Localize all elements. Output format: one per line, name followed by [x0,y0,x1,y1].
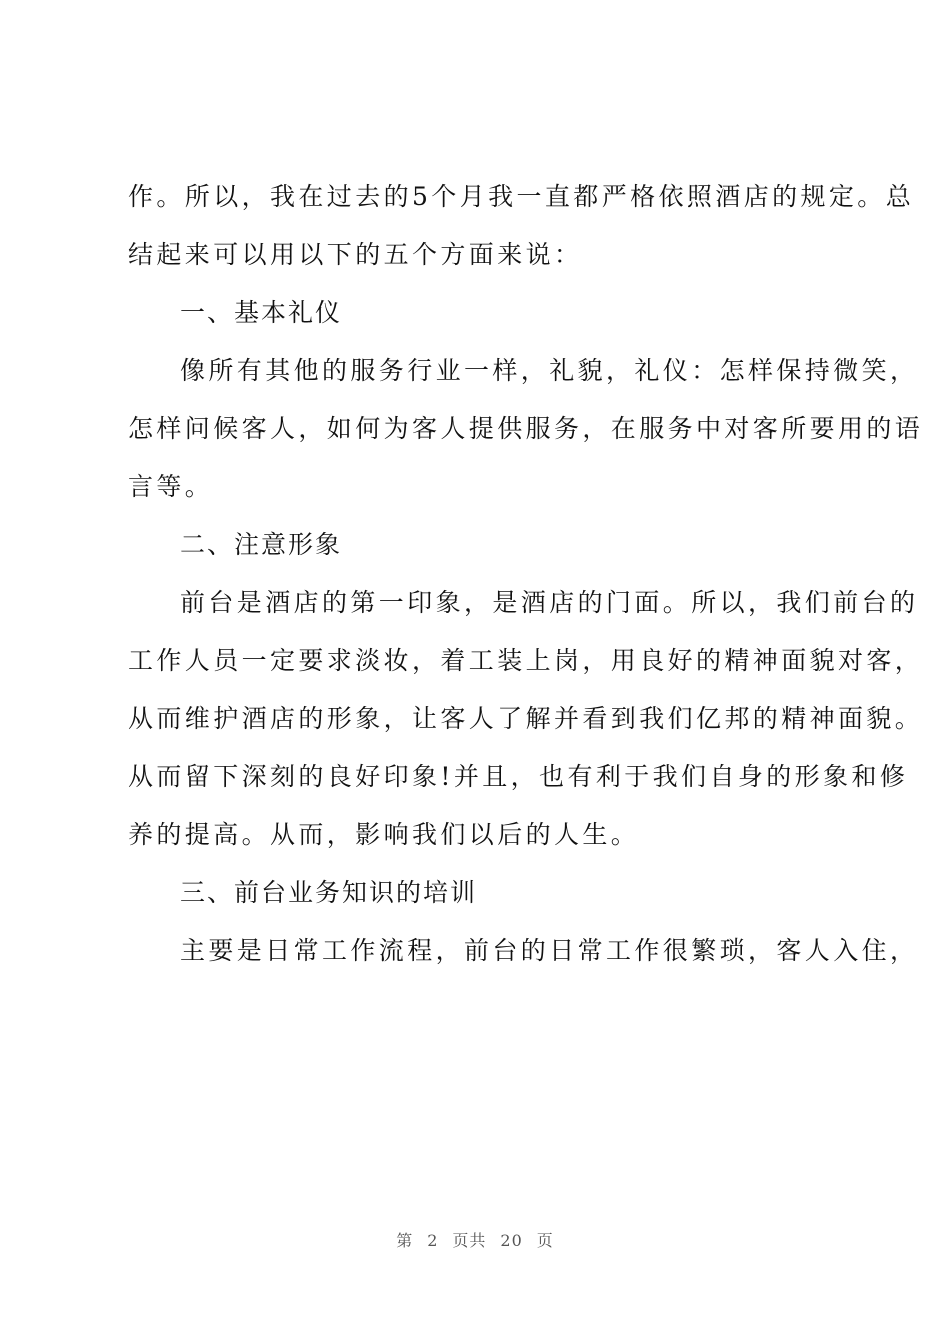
footer-suffix: 页 [536,1231,554,1250]
page-footer [0,1228,950,1251]
paragraph-line-5: 怎样问候客人，如何为客人提供服务，在服务中对客所要用的语 [128,414,924,443]
section-heading-training: 三、前台业务知识的培训 [180,878,478,907]
paragraph-line-14: 主要是日常工作流程，前台的日常工作很繁琐，客人入住， [180,936,919,965]
paragraph-line-12: 养的提高。从而，影响我们以后的人生。 [128,820,640,849]
footer-total-pages: 20 [500,1231,523,1250]
paragraph-line-4: 像所有其他的服务行业一样，礼貌，礼仪：怎样保持微笑， [180,356,919,385]
section-heading-basic-etiquette: 一、基本礼仪 [180,298,343,327]
footer-page-number: 2 [427,1231,439,1250]
paragraph-line-1: 作。所以，我在过去的5个月我一直都严格依照酒店的规定。总 [128,182,915,211]
paragraph-line-6: 言等。 [128,472,214,501]
footer-prefix: 第 [396,1231,414,1250]
paragraph-line-11: 从而留下深刻的良好印象!并且，也有利于我们自身的形象和修 [128,762,909,791]
paragraph-line-8: 前台是酒店的第一印象，是酒店的门面。所以，我们前台的 [180,588,919,617]
footer-middle: 页共 [452,1231,487,1250]
paragraph-line-2: 结起来可以用以下的五个方面来说： [128,240,583,269]
paragraph-line-9: 工作人员一定要求淡妆，着工装上岗，用良好的精神面貌对客， [128,646,924,675]
document-body [128,168,924,980]
section-heading-image: 二、注意形象 [180,530,343,559]
paragraph-line-10: 从而维护酒店的形象，让客人了解并看到我们亿邦的精神面貌。 [128,704,924,733]
